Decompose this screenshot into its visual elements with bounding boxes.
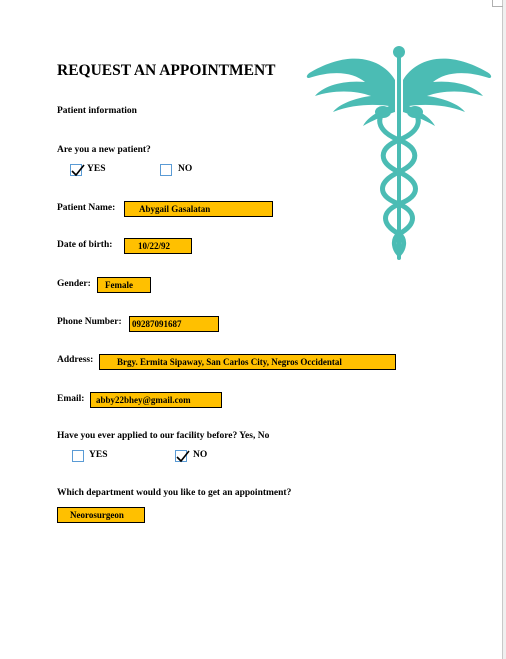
checkmark-icon xyxy=(176,449,190,463)
patient-name-field[interactable]: Abygail Gasalatan xyxy=(124,201,273,217)
patient-name-label: Patient Name: xyxy=(57,203,116,213)
department-field[interactable]: Neorosurgeon xyxy=(57,507,145,523)
applied-before-yes-label: YES xyxy=(89,450,108,460)
dob-label: Date of birth: xyxy=(57,240,113,250)
new-patient-question: Are you a new patient? xyxy=(57,145,151,155)
phone-field[interactable]: 09287091687 xyxy=(129,316,219,332)
new-patient-yes-label: YES xyxy=(87,164,106,174)
page-corner-mark xyxy=(492,0,503,7)
new-patient-no-label: NO xyxy=(178,164,193,174)
applied-before-no-label: NO xyxy=(193,450,208,460)
new-patient-no-checkbox[interactable] xyxy=(160,164,172,176)
section-label: Patient information xyxy=(57,106,137,116)
address-label: Address: xyxy=(57,355,94,365)
caduceus-icon xyxy=(303,40,495,262)
gender-label: Gender: xyxy=(57,279,91,289)
applied-before-yes-checkbox[interactable] xyxy=(72,450,84,462)
address-field[interactable]: Brgy. Ermita Sipaway, San Carlos City, Negros Occidental xyxy=(99,354,396,370)
new-patient-yes-checkbox[interactable] xyxy=(70,164,82,176)
page-title: REQUEST AN APPOINTMENT xyxy=(57,62,276,79)
email-field[interactable]: abby22bhey@gmail.com xyxy=(90,392,222,408)
email-label: Email: xyxy=(57,394,85,404)
phone-label: Phone Number: xyxy=(57,317,122,327)
applied-before-question: Have you ever applied to our facility before? Yes, No xyxy=(57,431,270,441)
checkmark-icon xyxy=(71,163,85,177)
department-question: Which department would you like to get an appointment? xyxy=(57,488,292,498)
dob-field[interactable]: 10/22/92 xyxy=(124,238,192,254)
gender-field[interactable]: Female xyxy=(97,277,151,293)
applied-before-no-checkbox[interactable] xyxy=(175,450,187,462)
